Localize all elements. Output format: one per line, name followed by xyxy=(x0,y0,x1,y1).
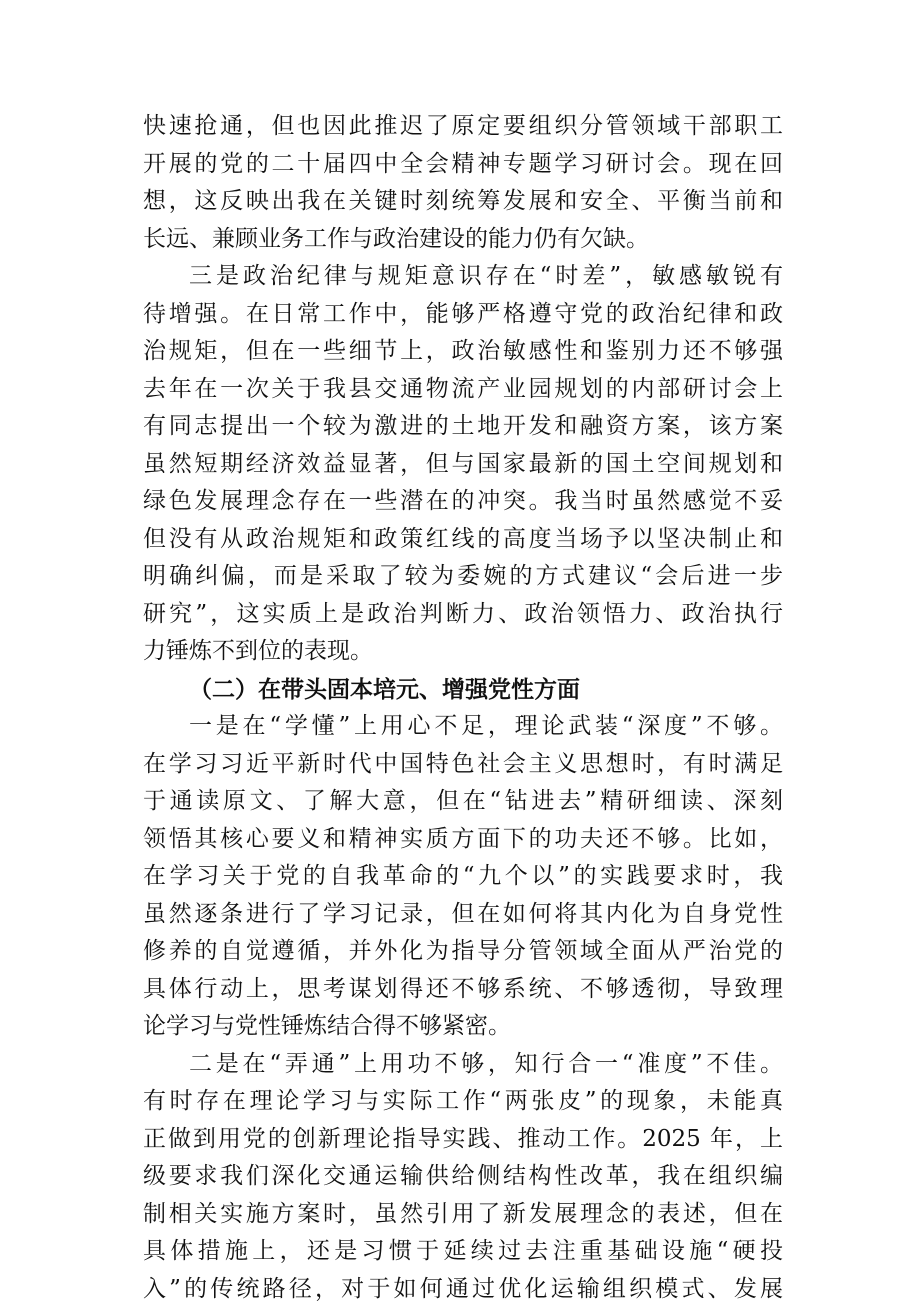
body-line: 有同志提出一个较为激进的土地开发和融资方案，该方案 xyxy=(143,408,783,446)
body-line: 去年在一次关于我县交通物流产业园规划的内部研讨会上 xyxy=(143,371,783,409)
body-line: 快速抢通，但也因此推迟了原定要组织分管领域干部职工 xyxy=(143,108,783,146)
paragraph-first-line: 一是在“学懂”上用心不足，理论武装“深度”不够。 xyxy=(143,708,783,746)
body-line: 在学习关于党的自我革命的“九个以”的实践要求时，我 xyxy=(143,858,783,896)
body-line: 想，这反映出我在关键时刻统筹发展和安全、平衡当前和 xyxy=(143,183,783,221)
body-line: 有时存在理论学习与实际工作“两张皮”的现象，未能真 xyxy=(143,1083,783,1121)
body-line: 级要求我们深化交通运输供给侧结构性改革，我在组织编 xyxy=(143,1158,783,1196)
body-line: 治规矩，但在一些细节上，政治敏感性和鉴别力还不够强 xyxy=(143,333,783,371)
body-line: 力锤炼不到位的表现。 xyxy=(143,633,783,671)
body-line: 虽然逐条进行了学习记录，但在如何将其内化为自身党性 xyxy=(143,896,783,934)
body-line: 在学习习近平新时代中国特色社会主义思想时，有时满足 xyxy=(143,746,783,784)
body-line: 但没有从政治规矩和政策红线的高度当场予以坚决制止和 xyxy=(143,521,783,559)
body-line: 于通读原文、了解大意，但在“钻进去”精研细读、深刻 xyxy=(143,783,783,821)
body-line: 领悟其核心要义和精神实质方面下的功夫还不够。比如， xyxy=(143,821,783,859)
body-line: 绿色发展理念存在一些潜在的冲突。我当时虽然感觉不妥 xyxy=(143,483,783,521)
body-line: 具体行动上，思考谋划得还不够系统、不够透彻，导致理 xyxy=(143,971,783,1009)
body-line: 开展的党的二十届四中全会精神专题学习研讨会。现在回 xyxy=(143,146,783,184)
body-line: 具体措施上，还是习惯于延续过去注重基础设施“硬投 xyxy=(143,1233,783,1271)
paragraph-first-line: 三是政治纪律与规矩意识存在“时差”，敏感敏锐有 xyxy=(143,258,783,296)
body-line: 正做到用党的创新理论指导实践、推动工作。2025 年，上 xyxy=(143,1121,783,1159)
body-line: 长远、兼顾业务工作与政治建设的能力仍有欠缺。 xyxy=(143,221,783,259)
body-line: 研究”，这实质上是政治判断力、政治领悟力、政治执行 xyxy=(143,596,783,634)
body-line: 论学习与党性锤炼结合得不够紧密。 xyxy=(143,1008,783,1046)
body-line: 待增强。在日常工作中，能够严格遵守党的政治纪律和政 xyxy=(143,296,783,334)
body-line: 制相关实施方案时，虽然引用了新发展理念的表述，但在 xyxy=(143,1196,783,1234)
body-line: 明确纠偏，而是采取了较为委婉的方式建议“会后进一步 xyxy=(143,558,783,596)
body-line: 入”的传统路径，对于如何通过优化运输组织模式、发展 xyxy=(143,1271,783,1308)
section-heading: （二）在带头固本培元、增强党性方面 xyxy=(143,671,783,709)
document-body xyxy=(143,108,783,1308)
body-line: 虽然短期经济效益显著，但与国家最新的国土空间规划和 xyxy=(143,446,783,484)
paragraph-first-line: 二是在“弄通”上用功不够，知行合一“准度”不佳。 xyxy=(143,1046,783,1084)
body-line: 修养的自觉遵循，并外化为指导分管领域全面从严治党的 xyxy=(143,933,783,971)
